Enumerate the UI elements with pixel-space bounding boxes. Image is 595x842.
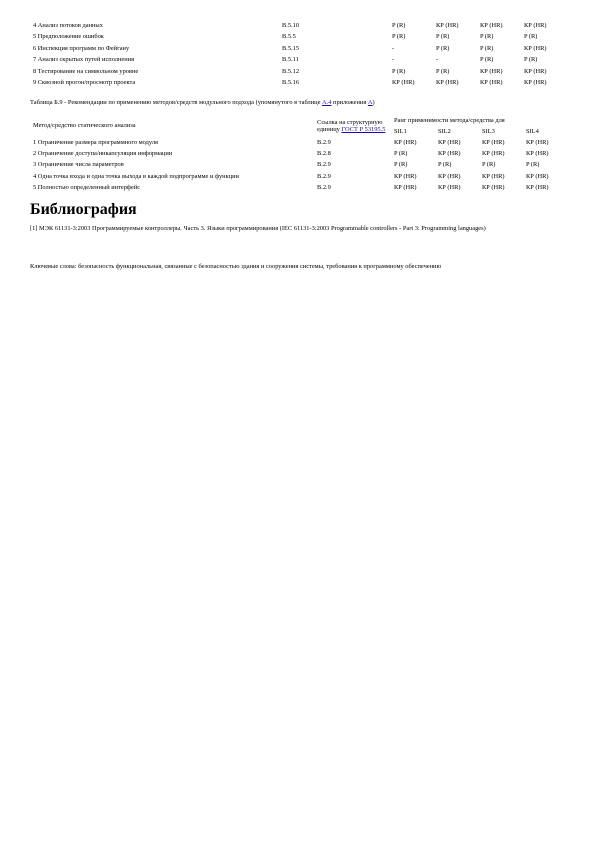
reference-cell: B.5.5 [282,33,296,40]
rank-cell: - [392,44,395,52]
gost-link[interactable]: ГОСТ Р 53195.5 [341,125,386,133]
rank-cell: P (R) [480,33,494,40]
rank-cell: КР (HR) [526,139,549,146]
rank-cell: P (R) [526,161,540,169]
rank-cell: - [392,56,395,63]
rank-cell: КР (HR) [436,79,459,86]
method-name-cell: 8 Тестирование на символьном уровне [33,67,139,75]
rank-cell: КР (HR) [392,79,415,86]
table-row [30,55,557,67]
bibliography-entry: [1] МЭК 61131-3:2003 Программируемые контроллеры. Часть 3. Языки программирования (IEC 61131-3:2003 Programmable controllers - Part 3: Programming languages) [30,225,486,233]
table-a4-link[interactable]: А.4 [322,99,332,106]
table-row [30,137,557,148]
rank-cell: КР (HR) [436,21,459,29]
method-name-cell: 2 Ограничение доступа/инкапсуляция информации [33,150,173,158]
rank-cell: P (R) [436,44,450,52]
methods-table-body [30,20,557,89]
table-row [30,43,557,55]
reference-cell: B.2.9 [317,172,331,180]
rank-cell: КР (HR) [438,139,461,146]
reference-cell: B.5.10 [282,21,300,29]
header-applicability: Ранг применимости метода/средства для [394,116,505,124]
rank-cell: КР (HR) [524,67,547,75]
reference-cell: B.5.15 [282,44,300,52]
rank-cell: КР (HR) [480,79,503,86]
rank-cell: - [436,56,439,63]
bibliography-heading: Библиография [30,201,137,219]
table-row [30,66,557,78]
table-row [30,32,557,44]
table-row [30,20,557,32]
method-name-cell: 4 Анализ потоков данных [33,21,103,29]
rank-cell: КР (HR) [524,21,547,29]
rank-cell: P (R) [438,161,452,169]
modular-approach-table-body [30,137,557,193]
reference-cell: B.2.9 [317,183,331,191]
rank-cell: P (R) [480,56,494,63]
keywords-line: Ключевые слова: безопасность функциональная, связанные с безопасностью здания и сооружения системы, требования к программному обеспечению [30,263,442,271]
reference-cell: B.5.11 [282,56,299,63]
appendix-a-link[interactable]: А [367,99,373,106]
table-row [30,78,557,90]
rank-cell: КР (HR) [438,150,461,158]
rank-cell: P (R) [480,44,494,52]
rank-cell: P (R) [392,33,406,40]
rank-cell: КР (HR) [394,172,417,180]
table-caption-text: Таблица Б.9 - Рекомендации по применению методов/средств модульного подхода (упомянутого в таблице [30,99,323,106]
method-name-cell: 7 Анализ скрытых путей исполнения [33,56,135,63]
table-caption-middle: приложения [331,99,368,106]
rank-cell: КР (HR) [482,139,505,146]
rank-cell: P (R) [394,161,408,169]
rank-cell: КР (HR) [526,183,549,191]
rank-cell: КР (HR) [394,139,417,146]
methods-table-continued [30,20,557,89]
header-reference-text: Ссылка на структурную единицу [317,118,383,133]
table-row [30,182,557,193]
method-name-cell: 1 Ограничение размера программного модуля [33,139,158,146]
rank-cell: P (R) [394,150,408,158]
header-method: Метод/средство статического анализа [33,122,136,130]
method-name-cell: 4 Одна точка входа и одна точка выхода в каждой подпрограмме и функции [33,172,239,180]
rank-cell: КР (HR) [480,21,503,29]
header-sil1: SIL1 [394,127,407,135]
rank-cell: P (R) [436,67,450,75]
rank-cell: КР (HR) [526,150,549,158]
table-caption-end: ) [372,99,375,106]
reference-cell: B.2.8 [317,150,331,158]
header-sil2: SIL2 [438,127,451,135]
method-name-cell: 5 Предположение ошибок [33,33,104,40]
rank-cell: КР (HR) [524,44,547,52]
table-caption [30,99,570,107]
document-page [30,20,570,271]
rank-cell: P (R) [524,33,538,40]
rank-cell: КР (HR) [480,67,503,75]
table-header-row [30,115,557,126]
rank-cell: КР (HR) [438,183,461,191]
rank-cell: P (R) [392,67,406,75]
rank-cell: P (R) [392,21,406,29]
modular-approach-table [30,115,557,193]
header-sil3: SIL3 [482,127,495,135]
method-name-cell: 6 Инспекция программ по Фейгану [33,44,130,52]
rank-cell: P (R) [524,56,538,63]
header-reference [314,115,391,137]
method-name-cell: 3 Ограничение числа параметров [33,161,124,169]
reference-cell: B.2.9 [317,139,331,146]
rank-cell: P (R) [436,33,450,40]
method-name-cell: 9 Сквозной прогон/просмотр проекта [33,79,136,86]
rank-cell: КР (HR) [482,150,505,158]
header-sil4: SIL4 [526,127,539,135]
rank-cell: КР (HR) [482,172,505,180]
rank-cell: КР (HR) [526,172,549,180]
reference-cell: B.2.9 [317,161,331,169]
table-row [30,148,557,159]
rank-cell: P (R) [482,161,496,169]
rank-cell: КР (HR) [438,172,461,180]
method-name-cell: 5 Полностью определенный интерфейс [33,183,141,191]
table-row [30,159,557,170]
table-row [30,171,557,182]
reference-cell: B.5.12 [282,67,300,75]
rank-cell: КР (HR) [482,183,505,191]
rank-cell: КР (HR) [524,79,547,86]
rank-cell: КР (HR) [394,183,417,191]
reference-cell: B.5.16 [282,79,300,86]
